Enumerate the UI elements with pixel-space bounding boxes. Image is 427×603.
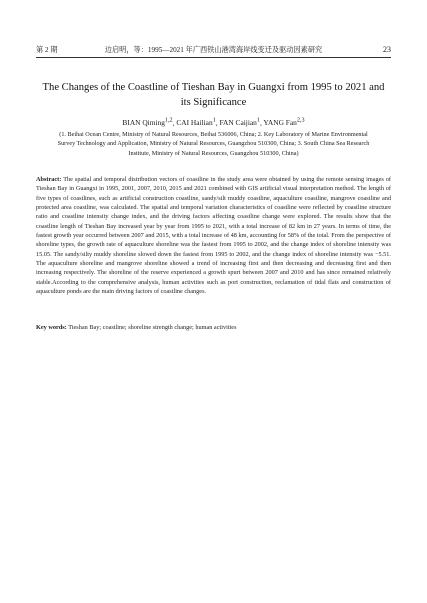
keywords: [36, 323, 391, 332]
abstract-label: Abstract:: [36, 176, 62, 183]
issue-label: 第 2 期: [36, 46, 58, 54]
author-list: BIAN Qiming$^{1,2}$, CAI Hailian$^1$, FAN Caijian$^1$, YANG Fan$^{2,3}$: [122, 118, 305, 128]
abstract-text: The spatial and temporal distribution vectors of coastline in the study area were obtained by using the remote sensing images of Tieshan Bay in Guangxi in 1995, 2001, 2007, 2010, 2015 and 2021 combined with GIS artificial visual interpretation method. The length of five types of coastlines, such as artificial construction coastline, sandy/silt muddy coastline, aquaculture coastline, mangrove coastline and protected area coastline, was calculated. The spatial and temporal variation characteristics of coastline were reflected by coastline structure ratio and coastline intensity change index, and the driving factors affecting coastline change were explored. The results show that the coastline length of Tieshan Bay increased year by year from 1995 to 2021, with a total increase of 82 km in 27 years. In terms of time, the fastest growth year occurred between 2007 and 2015, with a total increase of 48 km, accounting for 58% of the total. From the perspective of shoreline types, the growth rate of aquaculture shoreline was the fastest from 1995 to 2002, and the change index of shoreline intensity was 15.05. The sandy/silty muddy shoreline slowed down the fastest from 1995 to 2002, and the change index of shoreline intensity was −5.51. The aquaculture shoreline and mangrove shoreline showed a trend of increasing first and then decreasing and decreasing first and then increasing respectively. The shoreline of the reserve experienced a growth spurt between 2007 and 2010 and has since remained relatively stable.According to the comprehensive analysis, human activities such as port construction, reclamation of tidal flats and construction of aquaculture ponds are the main driving factors of coastline changes.: [36, 176, 391, 296]
keywords-label: Key words:: [36, 324, 67, 331]
author: CAI Hailian$^1$: [176, 118, 216, 128]
running-title: 边启明，等：1995—2021 年广西铁山港湾海岸线变迁及驱动因素研究: [104, 46, 323, 54]
keywords-text: Tieshan Bay; coastline; shoreline strength change; human activities: [68, 324, 237, 331]
author: BIAN Qiming$^{1,2}$: [122, 118, 173, 128]
page-number: 23: [383, 45, 391, 54]
affiliations: (1. Beihai Ocean Centre, Ministry of Natural Resources, Beihai 536006, China; 2. Key Laboratory of Marine Environmental Survey Technology and Application, Ministry of Natural Resources, Guangzhou 510300, China; 3. South China Sea Research Institute, Ministry of Natural Resources, Guangzhou 510300, China): [57, 131, 370, 157]
author: YANG Fan$^{2,3}$: [263, 118, 305, 128]
author: FAN Caijian$^1$: [219, 118, 260, 128]
header-rule: [36, 57, 391, 58]
paper-title: The Changes of the Coastline of Tieshan Bay in Guangxi from 1995 to 2021 and its Significance: [42, 82, 385, 108]
abstract: [36, 175, 391, 296]
running-header: [36, 44, 391, 56]
